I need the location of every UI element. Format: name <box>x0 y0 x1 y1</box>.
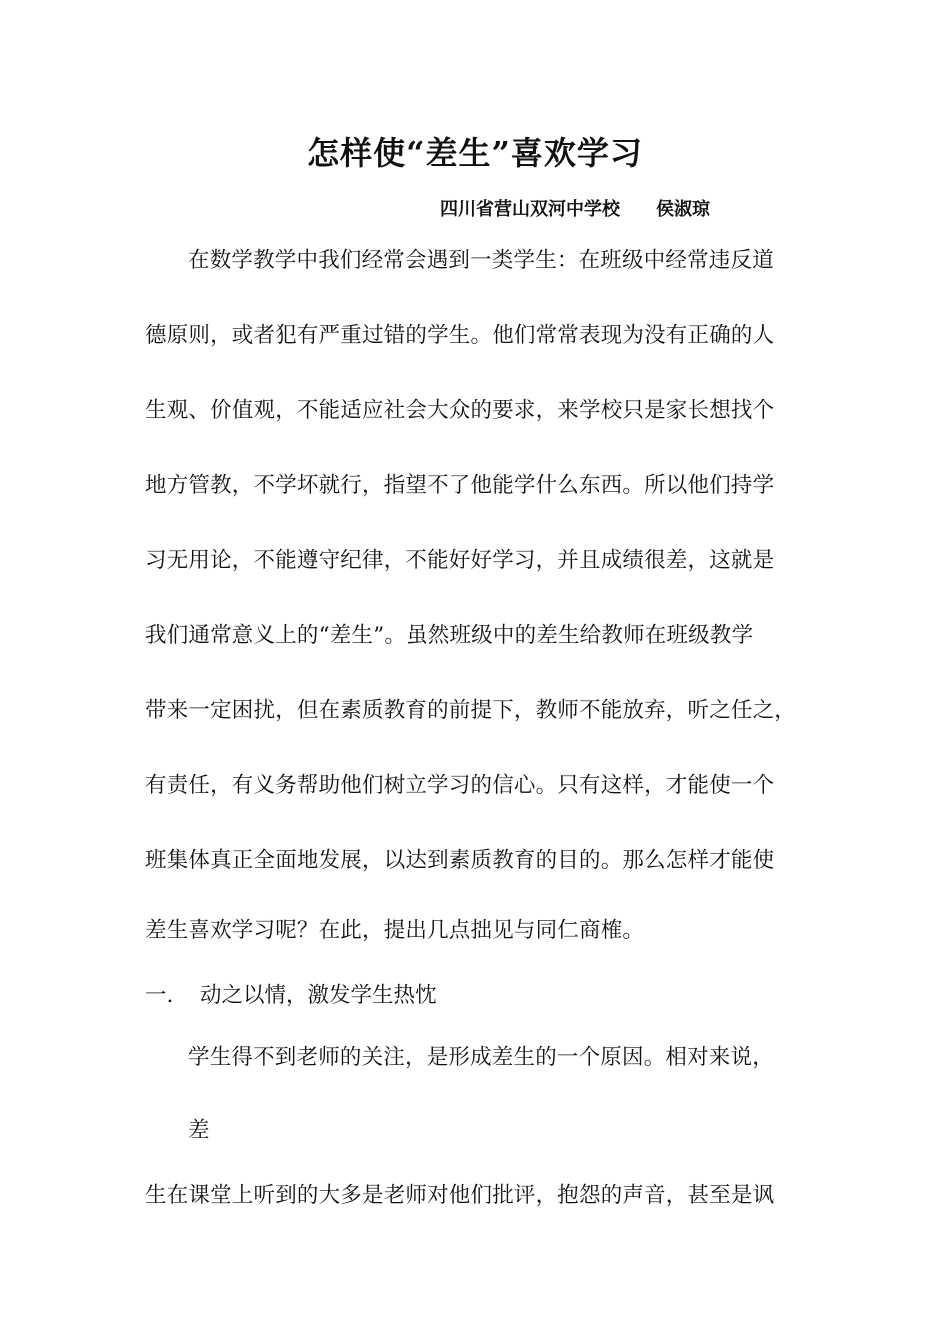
author-name: 侯淑琼 <box>656 199 710 220</box>
paragraph-line: 在数学教学中我们经常会遇到一类学生：在班级中经常违反道 <box>188 248 774 273</box>
paragraph-line: 学生得不到老师的关注，是形成差生的一个原因。相对来说， <box>188 1045 774 1070</box>
paragraph-line: 差生喜欢学习呢？在此，提出几点拙见与同仁商榷。 <box>145 918 645 943</box>
paragraph-line: 生在课堂上听到的大多是老师对他们批评，抱怨的声音，甚至是讽 <box>145 1183 775 1208</box>
document-title: 怎样使“差生”喜欢学习 <box>307 134 643 172</box>
paragraph-line: 我们通常意义上的“差生”。虽然班级中的差生给教师在班级教学 <box>145 623 754 648</box>
paragraph-line: 带来一定困扰，但在素质教育的前提下，教师不能放弃，听之任之， <box>145 698 797 723</box>
paragraph-line: 生观、价值观，不能适应社会大众的要求，来学校只是家长想找个 <box>145 398 775 423</box>
paragraph-line: 地方管教，不学坏就行，指望不了他能学什么东西。所以他们持学 <box>145 473 775 498</box>
paragraph-line: 有责任，有义务帮助他们树立学习的信心。只有这样，才能使一个 <box>145 773 775 798</box>
section-heading: 动之以情，激发学生热忱 <box>200 983 437 1008</box>
paragraph-line: 德原则，或者犯有严重过错的学生。他们常常表现为没有正确的人 <box>145 323 775 348</box>
paragraph-line: 差 <box>188 1118 210 1143</box>
paragraph-line: 习无用论，不能遵守纪律，不能好好学习，并且成绩很差，这就是 <box>145 548 775 573</box>
paragraph-line: 班集体真正全面地发展，以达到素质教育的目的。那么怎样才能使 <box>145 848 775 873</box>
author-school: 四川省营山双河中学校 <box>440 199 620 220</box>
section-number: 一. <box>145 983 174 1008</box>
author-line <box>440 195 710 221</box>
